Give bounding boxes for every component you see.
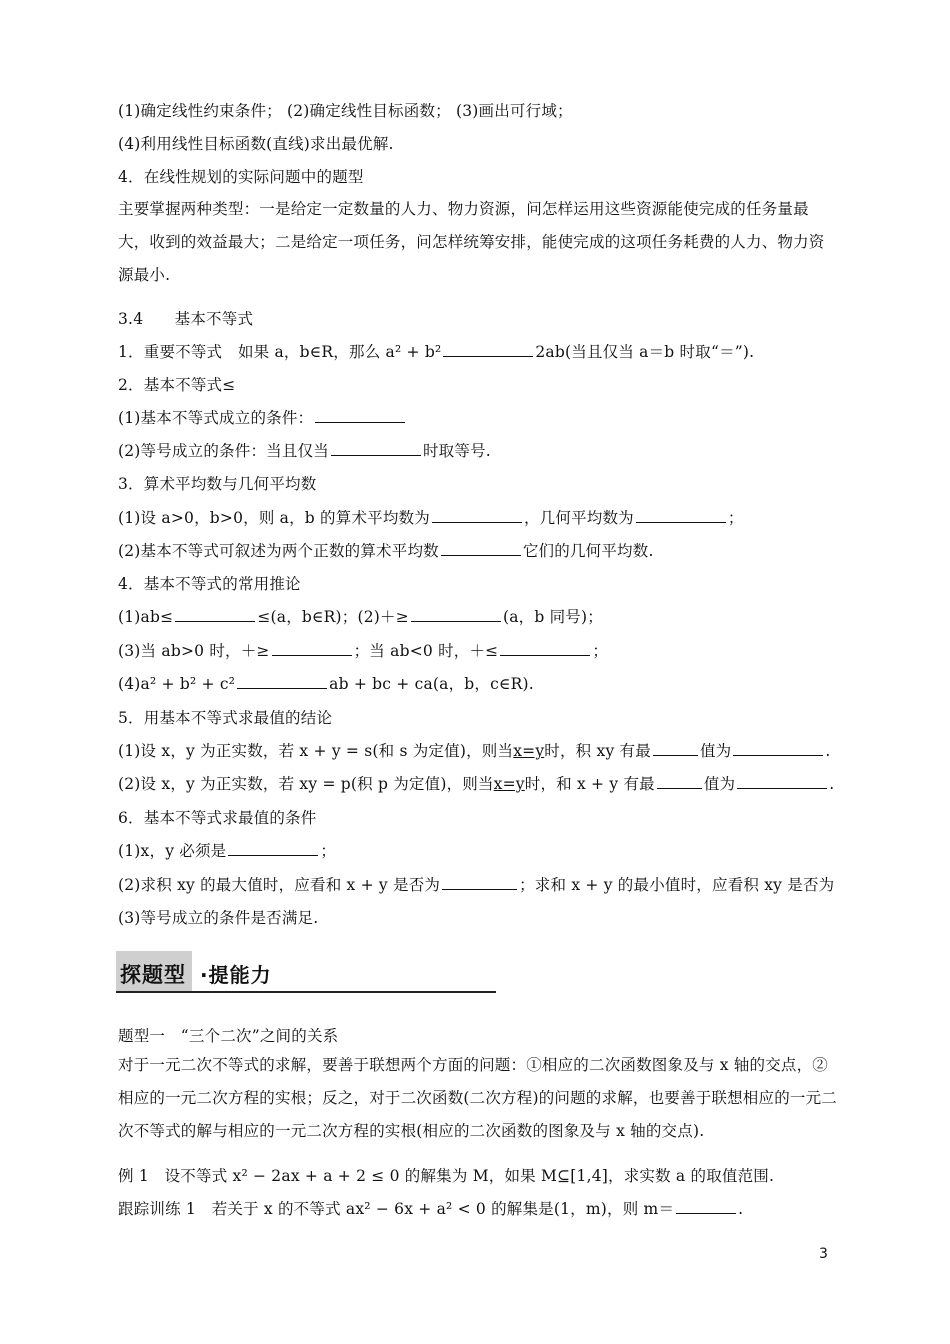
text-segment: ； [592, 642, 609, 660]
banner-label: 探题型 [120, 963, 186, 987]
text-segment: . [829, 775, 835, 793]
fill-blank [657, 774, 702, 789]
section-heading: 3．算术平均数与几何平均数 [118, 475, 317, 493]
fill-blank [175, 607, 255, 622]
text-line [118, 508, 744, 528]
fill-blank [443, 342, 533, 357]
text-line [118, 408, 407, 428]
paragraph: 主要掌握两种类型：一是给定一定数量的人力、物力资源，问怎样运用这些资源能使完成的任务量最大，收到的效益最大；二是给定一项任务，问怎样统筹安排，能使完成的这项任务耗费的人力、物力资源最小. [118, 200, 825, 284]
text-segment: (1)x，y 必须是 [118, 842, 227, 860]
page-number: 3 [819, 1246, 828, 1262]
text-segment: 值为 [703, 775, 736, 793]
text-line: (3)等号成立的条件是否满足. [118, 909, 319, 927]
text-segment: (1)设 a>0，b>0，则 a，b 的算术平均数为 [118, 509, 430, 527]
text-segment: 时，和 x + y 有最 [524, 775, 655, 793]
example-line: 例 1 设不等式 x² − 2ax + a + 2 ≤ 0 的解集为 M，如果 M⊆[1,4]，求实数 a 的取值范围. [118, 1167, 775, 1185]
text-segment: (2)求积 xy 的最大值时，应看和 x + y 是否为 [118, 876, 441, 894]
section-heading: 4．基本不等式的常用推论 [118, 575, 301, 593]
text-segment: (2)设 x，y 为正实数，若 xy = p(积 p 为定值)，则当 [118, 775, 494, 793]
text-segment: (1)设 x，y 为正实数，若 x + y = s(和 s 为定值)，则当 [118, 742, 514, 760]
text-segment: . [825, 742, 831, 760]
fill-blank [315, 408, 405, 423]
text-segment: (3)当 ab>0 时，＋≥ [118, 642, 270, 660]
text-segment: 跟踪训练 1 若关于 x 的不等式 ax² − 6x + a² < 0 的解集是(1，m)，则 m＝ [118, 1200, 675, 1218]
fill-blank [331, 441, 421, 456]
text-line: (1)确定线性约束条件； (2)确定线性目标函数； (3)画出可行域； [118, 102, 573, 120]
fill-blank [500, 641, 590, 656]
banner-subtitle: ·提能力 [200, 963, 272, 987]
text-segment: (1)ab≤ [118, 608, 174, 626]
text-line [118, 541, 654, 561]
text-segment: ；当 ab<0 时，＋≤ [353, 642, 499, 660]
fill-blank [733, 741, 823, 756]
fill-blank [441, 541, 521, 556]
text-segment: ； [727, 509, 744, 527]
text-segment: ，几何平均数为 [523, 509, 634, 527]
text-segment: (4)a² + b² + c² [118, 675, 236, 693]
underlined-term: x=y [513, 742, 545, 760]
text-segment: (a，b 同号)； [502, 608, 603, 626]
text-segment: 1．重要不等式 如果 a，b∈R，那么 a² + b² [118, 343, 442, 361]
text-segment: . [738, 1200, 744, 1218]
fill-blank [653, 741, 698, 756]
section-banner [116, 951, 496, 995]
text-segment: (2)等号成立的条件：当且仅当 [118, 442, 329, 460]
fill-blank [636, 508, 726, 523]
text-segment: 时取等号. [422, 442, 491, 460]
text-segment: ab + bc + ca(a，b，c∈R). [329, 675, 534, 693]
fill-blank [676, 1199, 736, 1214]
text-segment: 2ab(当且仅当 a＝b 时取“＝”). [535, 343, 755, 361]
banner-box [116, 951, 192, 991]
text-segment: ≤(a，b∈R)；(2)＋≥ [257, 608, 409, 626]
subsection-title: 题型一 “三个二次”之间的关系 [118, 1027, 339, 1045]
underlined-term: x=y [493, 775, 525, 793]
text-line [118, 774, 834, 794]
section-title: 3.4 基本不等式 [118, 310, 254, 328]
fill-blank [272, 641, 352, 656]
section-heading: 4．在线性规划的实际问题中的题型 [118, 168, 364, 186]
text-segment: 值为 [699, 742, 732, 760]
text-segment: 它们的几何平均数. [522, 542, 654, 560]
text-line [118, 342, 754, 362]
text-segment: 时，积 xy 有最 [544, 742, 651, 760]
text-segment: ； [320, 842, 337, 860]
text-line [118, 674, 534, 694]
text-line [118, 607, 603, 627]
banner-rule [116, 991, 496, 993]
text-line: (4)利用线性目标函数(直线)求出最优解. [118, 135, 394, 153]
paragraph: 对于一元二次不等式的求解，要善于联想两个方面的问题：①相应的二次函数图象及与 x 轴的交点，②相应的一元二次方程的实根；反之，对于二次函数(二次方程)的问题的求解，也要善于联想相应的一元二次不等式的解与相应的一元二次方程的实根(相应的二次函数的图象及与 x 轴的交点). [118, 1056, 837, 1140]
fill-blank [228, 841, 318, 856]
text-line [118, 741, 830, 761]
text-segment: (1)基本不等式成立的条件： [118, 409, 314, 427]
fill-blank [411, 607, 501, 622]
section-heading: 6．基本不等式求最值的条件 [118, 809, 317, 827]
text-line [118, 841, 336, 861]
text-line [118, 441, 491, 461]
text-segment: (2)基本不等式可叙述为两个正数的算术平均数 [118, 542, 439, 560]
fill-blank [237, 674, 327, 689]
fill-blank [737, 774, 827, 789]
section-heading: 5．用基本不等式求最值的结论 [118, 709, 333, 727]
text-line [118, 641, 608, 661]
text-line [118, 875, 834, 895]
section-heading: 2．基本不等式≤ [118, 376, 236, 394]
exercise-line [118, 1199, 743, 1219]
fill-blank [442, 875, 517, 890]
text-segment: ；求和 x + y 的最小值时，应看积 xy 是否为 [519, 876, 835, 894]
fill-blank [432, 508, 522, 523]
